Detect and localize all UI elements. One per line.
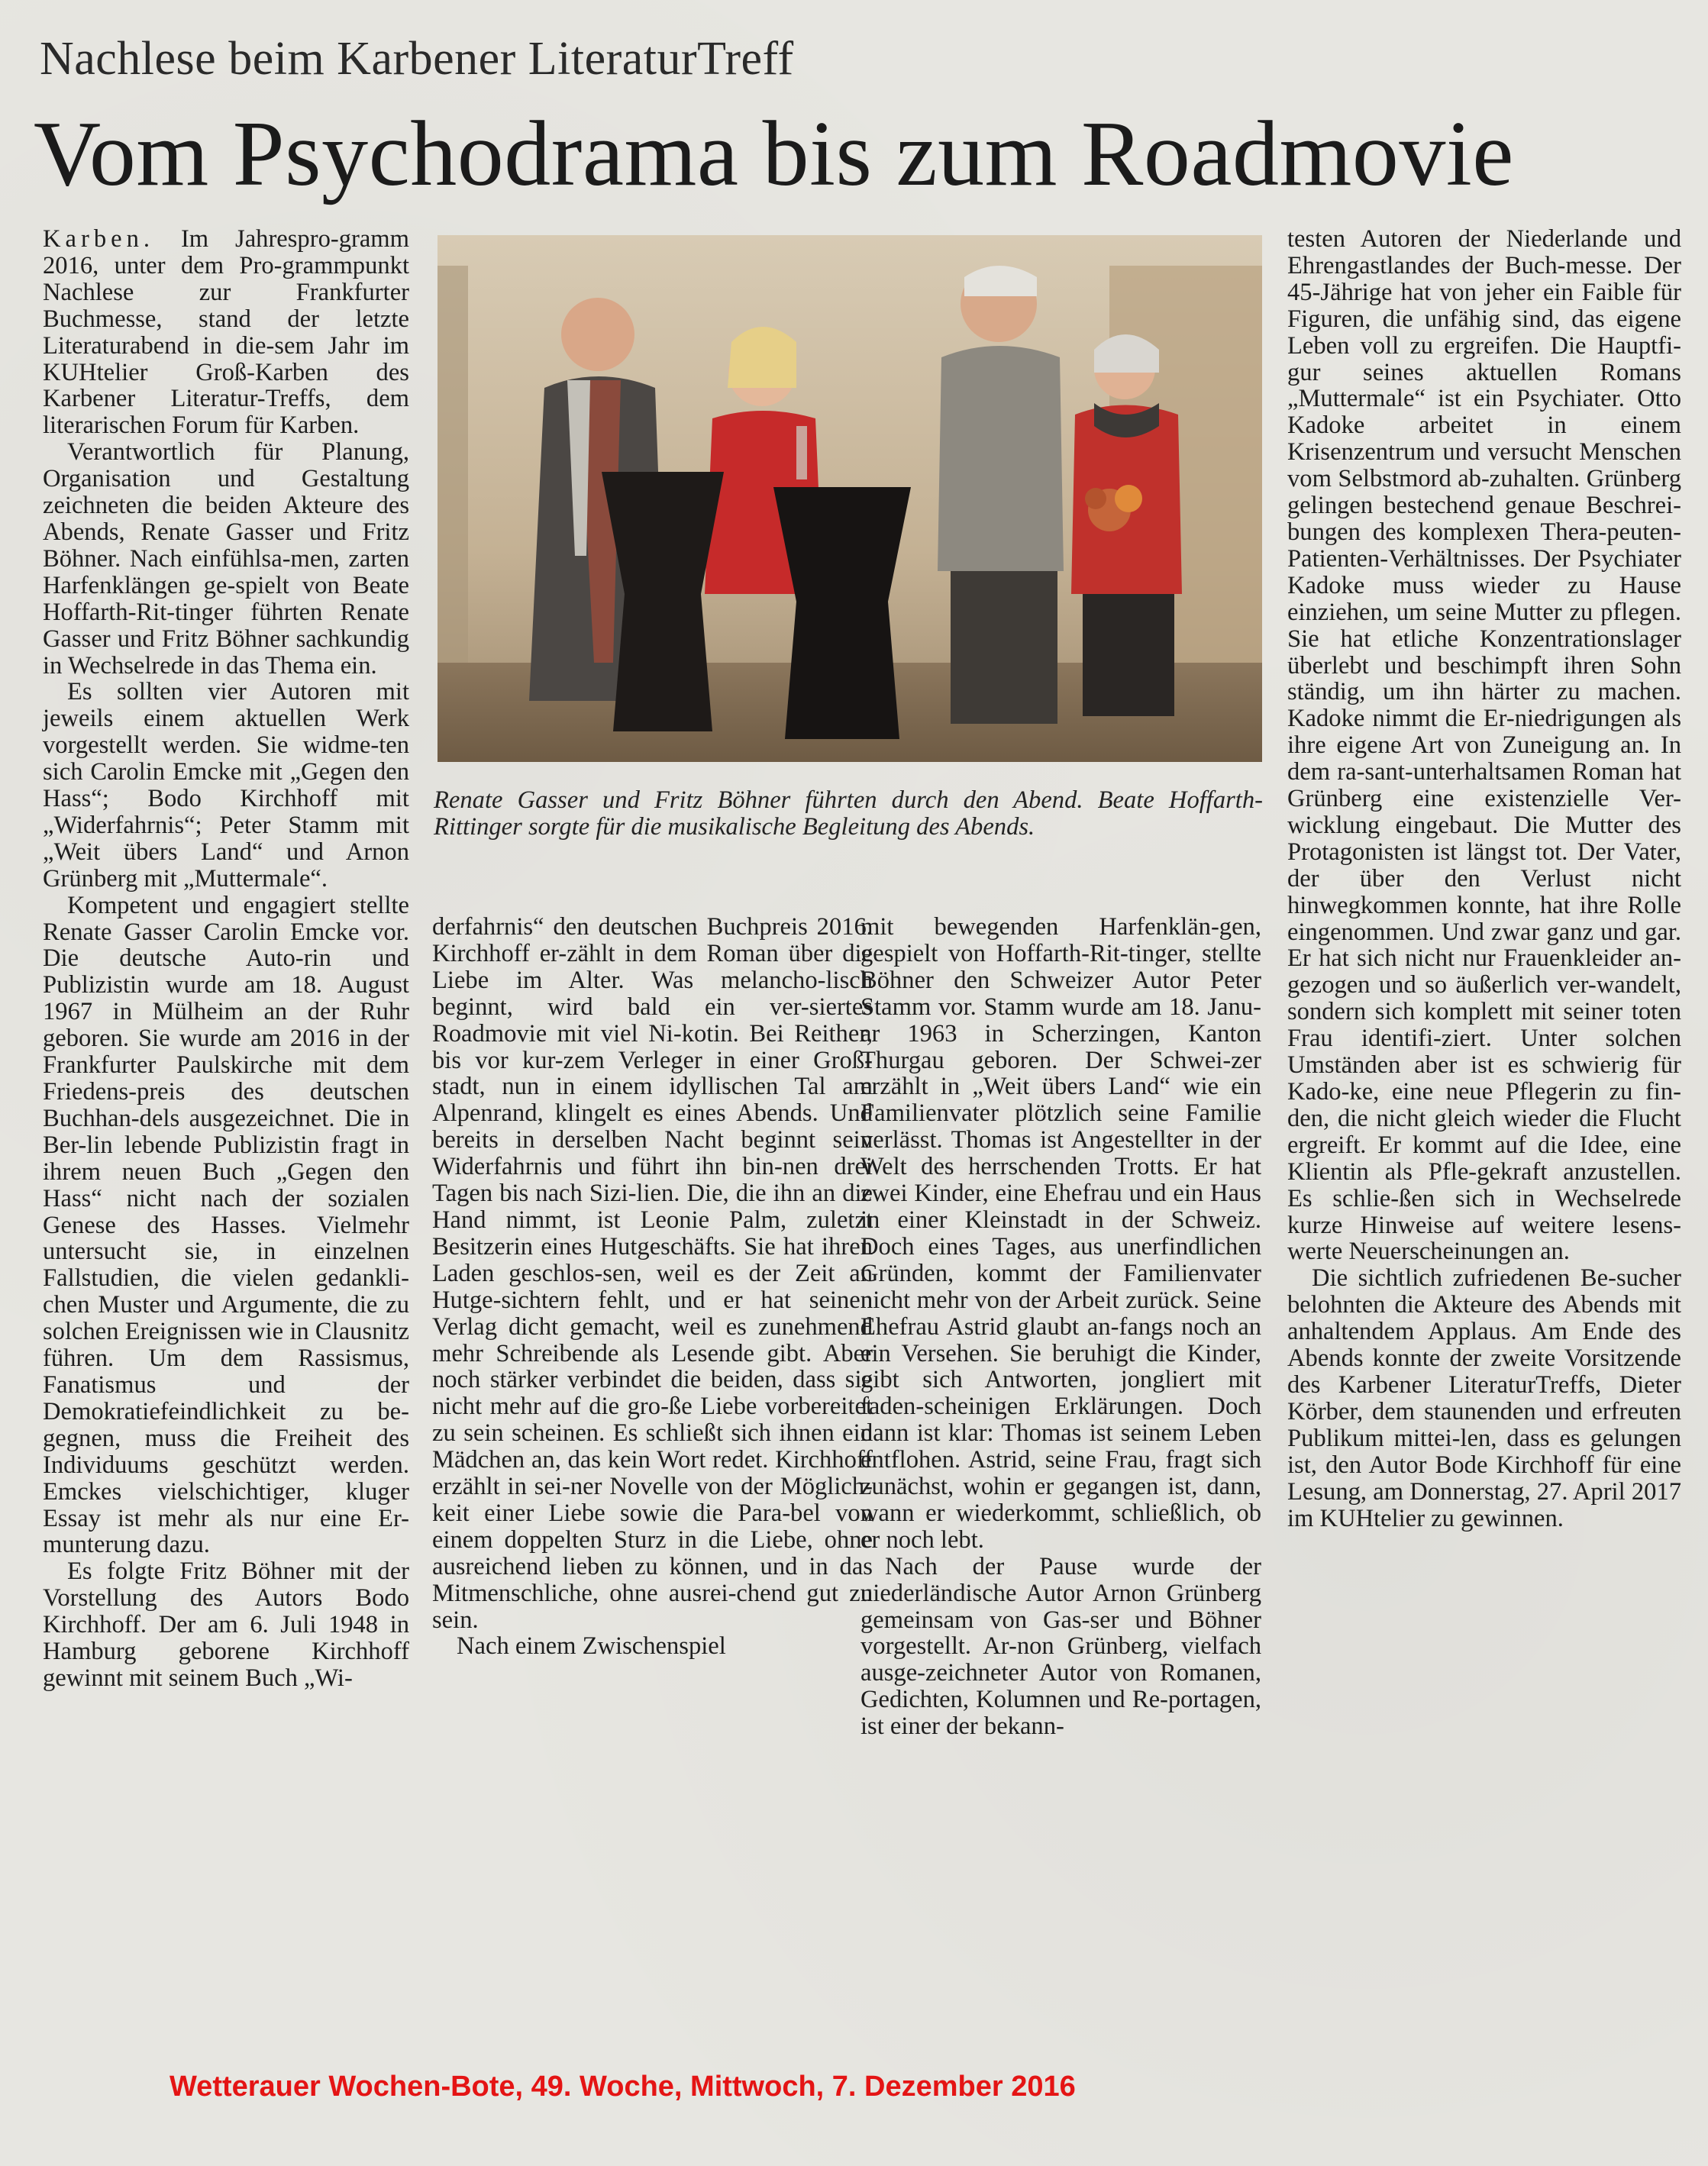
paragraph: Es folgte Fritz Böhner mit der Vorstellung des Autors Bodo Kirchhoff. Der am 6. Juli 1948 in Hamburg geborene Kirchhoff gewinnt mit seinem Buch „Wi- (43, 1558, 409, 1692)
paragraph: Nach der Pause wurde der niederländische Autor Arnon Grünberg gemeinsam von Gas-ser und Böhner vorgestellt. Ar-non Grünberg, vielfach ausge-zeichneter Autor von Romanen, Gedichten, Kolumnen und Re-portagen, ist einer der bekann- (860, 1552, 1261, 1741)
paragraph-text: Im Jahrespro-gramm 2016, unter dem Pro-grammpunkt Nachlese zur Frankfurter Buchmesse, stand der letzte Literaturabend in die-sem Jahr im KUHtelier Groß-Karben des Karbener Literatur-Treffs, dem literarischen Forum für Karben. (43, 225, 409, 440)
article-column-4 (1287, 226, 1681, 1532)
article-kicker: Nachlese beim Karbener LiteraturTreff (40, 33, 794, 85)
event-photo (437, 235, 1262, 762)
paragraph: derfahrnis“ den deutschen Buchpreis 2016. Kirchhoff er-zählt in dem Roman über die Liebe im Alter. Was melancho-lisch beginnt, wird bald ein ver-siertes Roadmovie mit viel Ni-kotin. Bei Reither, bis vor kur-zem Verleger in einer Groß-stadt, nun in einem idyllischen Tal am Alpenrand, klingelt es eines Abends. Und bereits in derselben Nacht beginnt sein Widerfahrnis und führt ihn bin-nen drei Tagen bis nach Sizi-lien. Die, die ihn an die Hand nimmt, ist Leonie Palm, zuletzt Besitzerin eines Hutgeschäfts. Sie hat ihren Laden geschlos-sen, weil es der Zeit an Hutge-sichtern fehlt, und er hat seinen Verlag dicht gemacht, weil es zunehmend mehr Schreibende als Lesende gibt. Aber noch stärker verbindet die beiden, dass sie nicht mehr auf die gro-ße Liebe vorbereitet zu sein scheinen. Es schließt sich ihnen ein Mädchen an, das kein Wort redet. Kirchhoff erzählt in sei-ner Novelle von der Möglich-keit einer Liebe sowie die Para-bel von einem doppelten Sturz in die Liebe, ohne ausreichend lieben zu können, und in das Mitmenschliche, ohne ausrei-chend gut zu sein. (432, 913, 873, 1634)
article-column-2 (432, 914, 873, 1660)
paragraph: Kompetent und engagiert stellte Renate Gasser Carolin Emcke vor. Die deutsche Auto-rin und Publizistin wurde am 18. August 1967 in Mülheim an der Ruhr geboren. Sie wurde am 2016 in der Frankfurter Paulskirche mit dem Friedens-preis des deutschen Buchhan-dels ausgezeichnet. Die in Ber-lin lebende Publizistin fragt in ihrem neuen Buch „Gegen den Hass“ nicht nach der sozialen Genese des Hasses. Vielmehr untersucht sie, in einzelnen Fallstudien, die vielen gedankli-chen Muster und Argumente, die zu solchen Ereignissen wie in Clausnitz führen. Um dem Rassismus, Fanatismus und der Demokratiefeindlichkeit zu be-gegnen, muss die Freiheit des Individuums geschützt werden. Emckes vielschichtiger, kluger Essay ist mehr als nur eine Er-munterung dazu. (43, 891, 409, 1559)
paragraph: Es sollten vier Autoren mit jeweils einem aktuellen Werk vorgestellt werden. Sie widme-ten sich Carolin Emcke mit „Gegen den Hass“; Bodo Kirchhoff mit „Widerfahrnis“; Peter Stamm mit „Weit übers Land“ und Arnon Grünberg mit „Muttermale“. (43, 678, 409, 893)
photo-illustration (437, 235, 1262, 762)
article-column-3 (860, 914, 1261, 1740)
paragraph: Verantwortlich für Planung, Organisation und Gestaltung zeichneten die beiden Akteure des Abends, Renate Gasser und Fritz Böhner. Nach einfühlsa-men, zarten Harfenklängen ge-spielt von Beate Hoffarth-Rit-tinger führten Renate Gasser und Fritz Böhner sachkundig in Wechselrede in das Thema ein. (43, 438, 409, 679)
photo-caption: Renate Gasser und Fritz Böhner führten durch den Abend. Beate Hoffarth-Rittinger sorgte für die musikalische Begleitung des Abends. (434, 786, 1263, 841)
article-headline: Vom Psychodrama bis zum Roadmovie (34, 102, 1514, 205)
paragraph: Die sichtlich zufriedenen Be-sucher belohnten die Akteure des Abends mit anhaltendem Applaus. Am Ende des Abends konnte der zweite Vorsitzende des Karbener LiteraturTreffs, Dieter Körber, dem staunenden und erfreuten Publikum mittei-len, dass es gelungen ist, den Autor Bode Kirchhoff für eine Lesung, am Donnerstag, 27. April 2017 im KUHtelier zu gewinnen. (1287, 1264, 1681, 1532)
article-column-1 (43, 226, 409, 1692)
source-citation: Wetterauer Wochen-Bote, 49. Woche, Mittwoch, 7. Dezember 2016 (170, 2071, 1076, 2103)
dateline: Karben. (43, 225, 155, 253)
paragraph: Nach einem Zwischenspiel (457, 1632, 726, 1661)
paragraph: testen Autoren der Niederlande und Ehrengastlandes der Buch-messe. Der 45-Jährige hat von jeher ein Faible für Figuren, die unfähig sind, das eigene Leben voll zu ergreifen. Die Hauptfi-gur seines aktuellen Romans „Muttermale“ ist ein Psychiater. Otto Kadoke arbeitet in einem Krisenzentrum und versucht Menschen vom Selbstmord ab-zuhalten. Grünberg gelingen bestechend genaue Beschrei-bungen des komplexen Thera-peuten-Patienten-Verhältnisses. Der Psychiater Kadoke muss wieder zu Hause einziehen, um seine Mutter zu pflegen. Sie hat etliche Konzentrationslager überlebt und beschimpft ihren Sohn ständig, um ihn härter zu machen. Kadoke nimmt die Er-niedrigungen als ihre eigene Art von Zuneigung an. In dem ra-sant-unterhaltsamen Roman hat Grünberg eine existenzielle Ver-wicklung eingebaut. Die Mutter des Protagonisten ist längst tot. Der Vater, der über den Verlust nicht hinwegkommen konnte, hat ihre Rolle eingenommen. Und zwar ganz und gar. Er hat sich nicht nur Frauenkleider an-gezogen und so äußerlich ver-wandelt, sondern sich komplett mit seiner toten Frau identifi-ziert. Unter solchen Umständen aber ist es schwierig für Kado-ke, eine neue Pflegerin zu fin-den, die nicht gleich wieder die Flucht ergreift. Er kommt auf die Idee, eine Klientin als Pfle-gekraft anzustellen. Es schlie-ßen sich in Wechselrede kurze Hinweise auf weitere lesens-werte Neuerscheinungen an. (1287, 225, 1681, 1266)
paragraph (43, 226, 409, 439)
paragraph: mit bewegenden Harfenklän-gen, gespielt von Hoffarth-Rit-tinger, stellte Böhner den Schweizer Autor Peter Stamm vor. Stamm wurde am 18. Janu-ar 1963 in Scherzingen, Kanton Thurgau geboren. Der Schwei-zer erzählt in „Weit übers Land“ wie ein Familienvater plötzlich seine Familie verlässt. Thomas ist Angestellter in der Welt des herrschenden Trotts. Er hat zwei Kinder, eine Ehefrau und ein Haus in einer Kleinstadt in der Schweiz. Doch eines Tages, aus unerfindlichen Gründen, kommt der Familienvater nicht mehr von der Arbeit zurück. Seine Ehefrau Astrid glaubt an-fangs noch an ein Versehen. Sie beruhigt die Kinder, gibt sich Antworten, jongliert mit faden-scheinigen Erklärungen. Doch dann ist klar: Thomas ist seinem Leben entflohen. Astrid, seine Frau, fragt sich zunächst, wohin er gegangen ist, dann, wann er wiederkommt, schließlich, ob er noch lebt. (860, 913, 1261, 1554)
